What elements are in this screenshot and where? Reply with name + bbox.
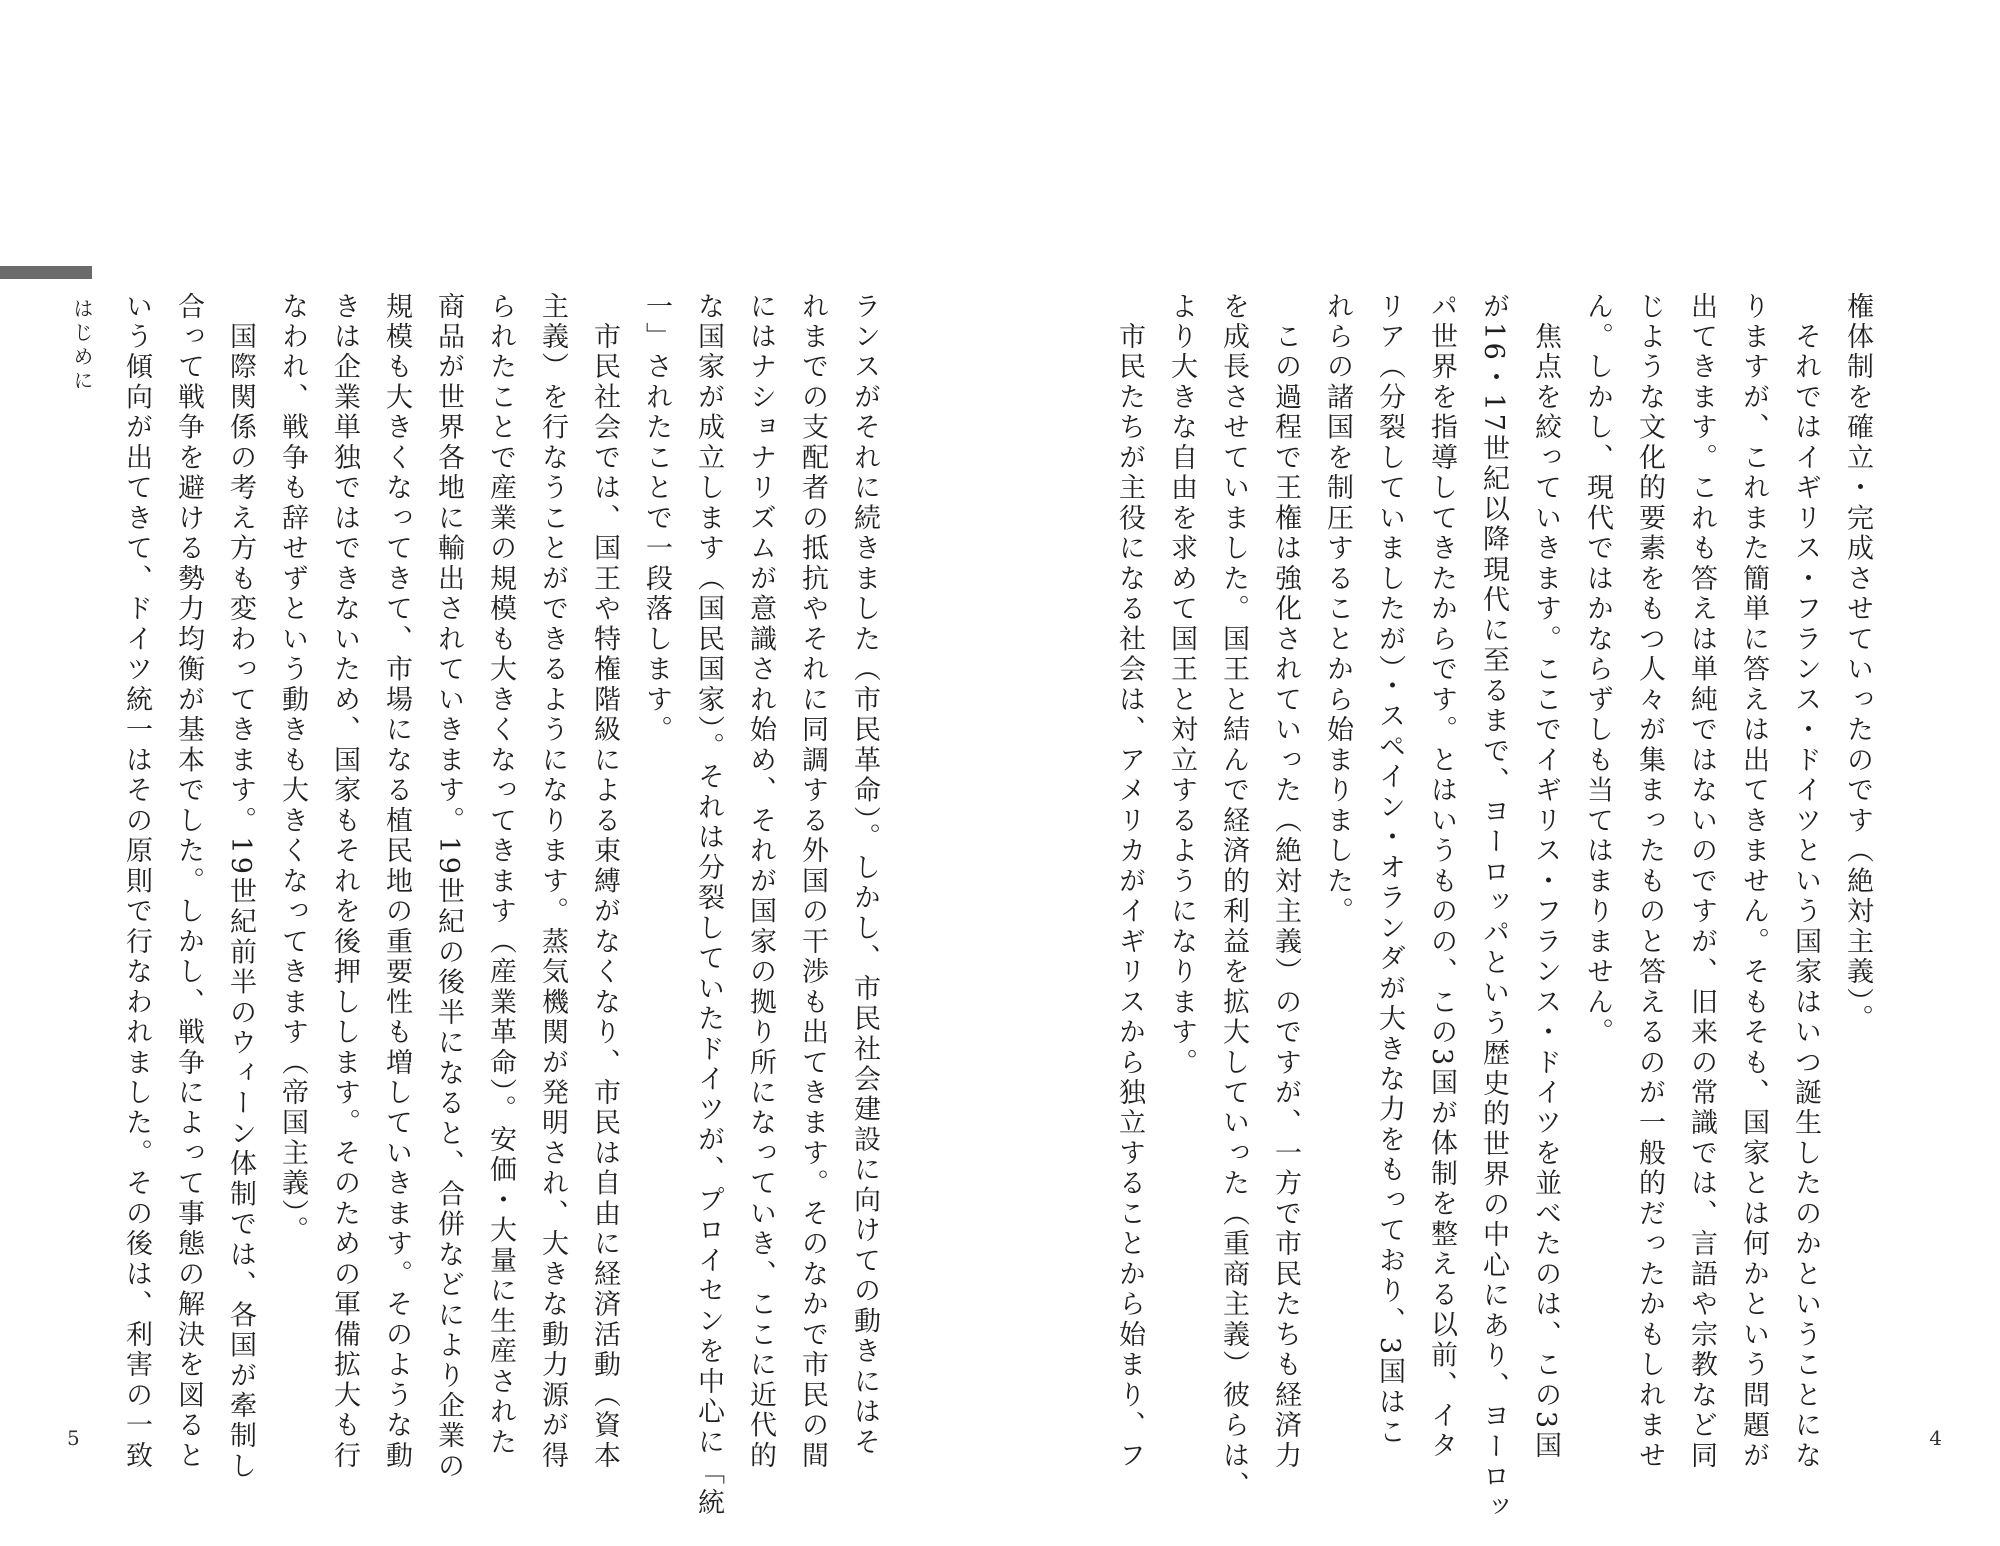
text-line: ランスがそれに続きました（市民革命）。しかし、市民社会建設に向けての動きにはそ bbox=[849, 292, 880, 1458]
text-line: が16・17世紀以降現代に至るまで、ヨーロッパという歴史的世界の中心にあり、ヨーロッ bbox=[1478, 292, 1509, 1523]
text-line: 合って戦争を避ける勢力均衡が基本でした。しかし、戦争によって事態の解決を図ると bbox=[173, 292, 204, 1472]
text-line: 商品が世界各地に輸出されていきます。19世紀の後半になると、合併などにより企業の bbox=[433, 292, 464, 1482]
text-line: を成長させていました。国王と結んで経済的利益を拡大していった（重商主義）彼らは、 bbox=[1218, 292, 1249, 1502]
text-line: それではイギリス・フランス・ドイツという国家はいつ誕生したのかということにな bbox=[1790, 292, 1821, 1472]
page-number: 5 bbox=[67, 1426, 80, 1450]
text-line: 一」されたことで一段落します。 bbox=[641, 292, 672, 746]
left-page-body bbox=[121, 292, 890, 1519]
running-head bbox=[0, 266, 94, 394]
text-line: れまでの支配者の抵抗やそれに同調する外国の干渉も出てきます。そのなかで市民の間 bbox=[797, 292, 828, 1472]
text-line: 市民たちが主役になる社会は、アメリカがイギリスから独立することから始まり、フ bbox=[1114, 292, 1145, 1472]
text-line: いう傾向が出てきて、ドイツ統一はその原則で行なわれました。その後は、利害の一致 bbox=[121, 292, 152, 1472]
text-line: られたことで産業の規模も大きくなってきます（産業革命）。安価・大量に生産された bbox=[485, 292, 516, 1458]
text-line: より大きな自由を求めて国王と対立するようになります。 bbox=[1166, 292, 1197, 1079]
text-line: 国際関係の考え方も変わってきます。19世紀前半のウィーン体制では、各国が牽制し bbox=[225, 292, 256, 1482]
text-line: 主義）を行なうことができるようになります。蒸気機関が発明され、大きな動力源が得 bbox=[537, 292, 568, 1472]
text-line: りますが、これまた簡単に答えは出てきません。そもそも、国家とは何かという問題が bbox=[1738, 292, 1769, 1472]
text-line: にはナショナリズムが意識され始め、それが国家の拠り所になっていき、ここに近代的 bbox=[745, 292, 776, 1472]
text-line: な国家が成立します（国民国家）。それは分裂していたドイツが、プロイセンを中心に「統 bbox=[693, 292, 724, 1519]
text-line: 出てきます。これも答えは単純ではないのですが、旧来の常識では、言語や宗教など同 bbox=[1686, 292, 1717, 1472]
text-line: この過程で王権は強化されていった（絶対主義）のですが、一方で市民たちも経済力 bbox=[1270, 292, 1301, 1472]
text-line: パ世界を指導してきたからです。とはいうものの、この3国が体制を整える以前、イタ bbox=[1426, 292, 1457, 1462]
text-line: 権体制を確立・完成させていったのです（絶対主義）。 bbox=[1842, 292, 1873, 1035]
running-head-bar bbox=[0, 266, 92, 279]
text-line: ん。しかし、現代ではかならずしも当てはまりません。 bbox=[1582, 292, 1613, 1048]
right-page bbox=[1000, 0, 2000, 1546]
text-line: れらの諸国を制圧することから始まりました。 bbox=[1322, 292, 1353, 928]
section-title: はじめに bbox=[70, 298, 94, 394]
text-line: きは企業単独ではできないため、国家もそれを後押しします。そのための軍備拡大も行 bbox=[329, 292, 360, 1472]
text-line: 市民社会では、国王や特権階級による束縛がなくなり、市民は自由に経済活動（資本 bbox=[589, 292, 620, 1472]
right-page-body bbox=[1114, 292, 1883, 1523]
text-line: 規模も大きくなってきて、市場になる植民地の重要性も増していきます。そのような動 bbox=[381, 292, 412, 1472]
text-line: 焦点を絞っていきます。ここでイギリス・フランス・ドイツを並べたのは、この3国 bbox=[1530, 292, 1561, 1462]
text-line: なわれ、戦争も辞せずという動きも大きくなってきます（帝国主義）。 bbox=[277, 292, 308, 1247]
page-number: 4 bbox=[1929, 1426, 1942, 1450]
text-line: リア（分裂していましたが）・スペイン・オランダが大きな力をもっており、3国はこ bbox=[1374, 292, 1405, 1449]
text-line: じような文化的要素をもつ人々が集まったものと答えるのが一般的だったかもしれませ bbox=[1634, 292, 1665, 1472]
